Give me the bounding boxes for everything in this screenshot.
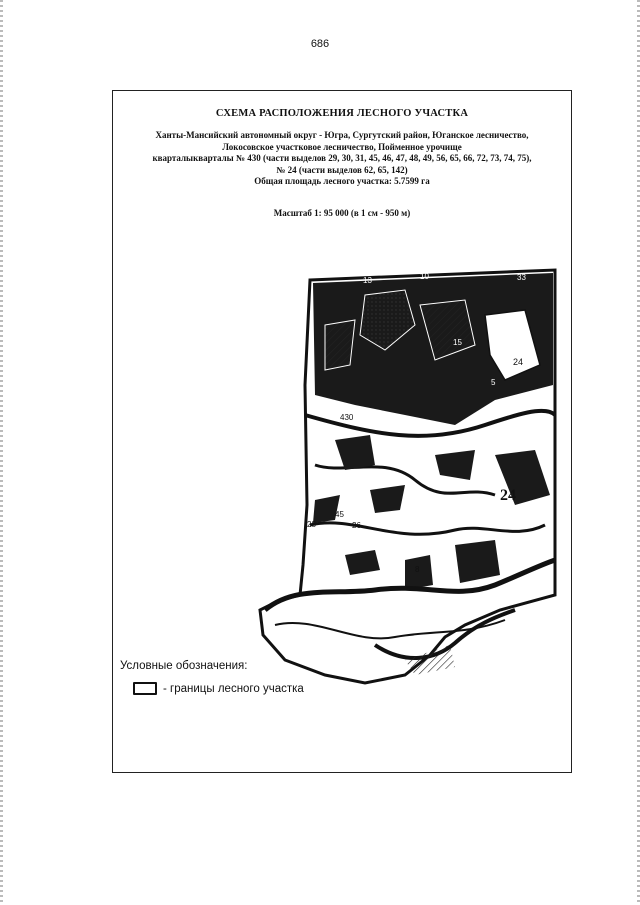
description-line: Ханты-Мансийский автономный округ - Югра, Сургутский район, Юганское лесничество, [155,130,529,140]
forest-plot-map [255,265,560,690]
map-label: 8 [415,565,420,574]
map-label: 28 [307,520,316,529]
page-number: 686 [310,38,330,50]
legend-title: Условные обозначения: [120,660,248,672]
map-label: 45 [335,510,344,519]
document-title: СХЕМА РАСПОЛОЖЕНИЯ ЛЕСНОГО УЧАСТКА [215,108,469,119]
map-label: 10 [420,272,429,281]
quarter-label: 24 [500,487,516,504]
location-description [112,130,572,188]
map-label: 5 [491,378,496,387]
description-line: Локосовское участковое лесничество, Пойменное урочище [222,141,462,152]
map-scale: Масштаб 1: 95 000 (в 1 см - 950 м) [273,208,411,218]
map-label: 430 [340,413,354,422]
description-line: № 24 (части выделов 62, 65, 142) [276,164,408,175]
legend-item-label: - границы лесного участка [163,682,304,695]
map-label: 24 [513,357,524,367]
scan-edge-left [0,0,3,905]
map-label: 26 [352,521,361,530]
description-line: кварталыкварталы № 430 (части выделов 29, 30, 31, 45, 46, 47, 48, 49, 56, 65, 66, 72, 73, 74, 75), [152,153,532,163]
boundary-rectangle-icon [133,682,157,695]
map-label: 33 [517,273,526,282]
map-label: 13 [363,276,372,285]
legend-item [133,682,304,695]
map-label: 15 [453,338,462,347]
description-line: Общая площадь лесного участка: 5.7599 га [254,176,430,186]
